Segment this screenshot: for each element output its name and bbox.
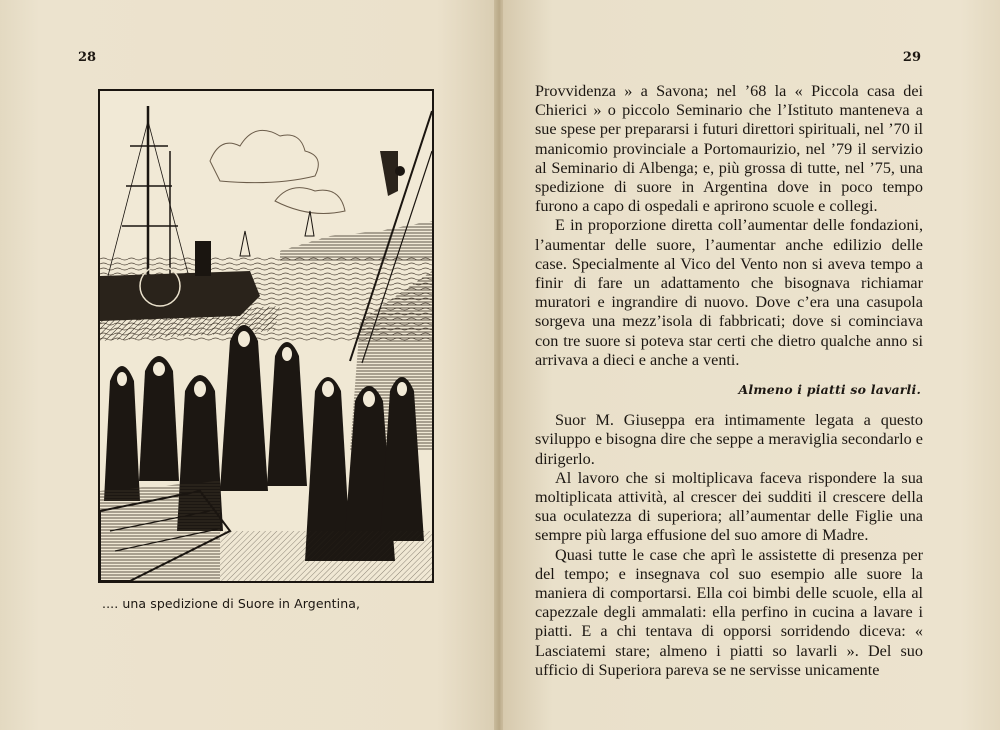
paragraph: Al lavoro che si moltiplicava faceva rispondere la sua moltiplicata attività, al crescer dei sudditi il crescere della sua oculatezza di superiora; all’aumentar delle Figlie una sempre più larga effusione del suo amore di Madre. <box>535 468 923 545</box>
section-heading: Almeno i piatti so lavarli. <box>738 382 921 398</box>
left-page <box>0 0 497 730</box>
engraving-illustration <box>98 89 434 583</box>
page-number-left: 28 <box>78 50 97 65</box>
page-number-right: 29 <box>902 50 921 65</box>
paragraph: E in proporzione diretta coll’aumentar delle fondazioni, l’aumentar delle suore, l’aumentar anche edilizio delle case. Specialmente al Vico del Vento non si aveva tempo a finir di fare un adattamento che bisognava richiamar muratori e ingrandire di nuovo. Dove c’era una casupola sorgeva una mezz’isola di fabbricati; dove si cominciava con tre suore si poteva star certi che dietro qualche anno si arrivava a dieci e anche a venti. <box>535 216 923 369</box>
paragraph: Suor M. Giuseppa era intimamente legata a questo sviluppo e bisogna dire che seppe a meraviglia secondarlo e dirigerlo. <box>535 411 923 468</box>
paragraph: Quasi tutte le case che aprì le assistette di presenza per del tempo; e insegnava col suo esempio alle suore la maniera di comportarsi. Ella coi bimbi delle scuole, ella al capezzale degli ammalati: ella perfino in cucina a lavare i piatti. E a chi tentava di opporsi sorridendo diceva: « Lasciatemi stare; almeno i piatti so lavarli ». Del suo ufficio di Superiora pareva se ne servisse unicamente <box>535 545 923 679</box>
ship-departure-engraving <box>100 91 432 581</box>
right-page-text <box>535 82 923 680</box>
paragraph-continued: Provvidenza » a Savona; nel ’68 la « Piccola casa dei Chierici » o piccolo Seminario che l’Istituto manteneva a sue spese per prepararsi i futuri direttori spirituali, nel ’70 il manicomio provinciale a Portomaurizio, nel ’79 il servizio al Seminario di Albenga; e, più grossa di tutte, nel ’75, una spedizione di suore in Argentina dove in poco tempo furono a capo di ospedali e aprirono scuole e collegi. <box>535 82 923 216</box>
illustration-caption: .... una spedizione di Suore in Argentina, <box>102 596 361 611</box>
